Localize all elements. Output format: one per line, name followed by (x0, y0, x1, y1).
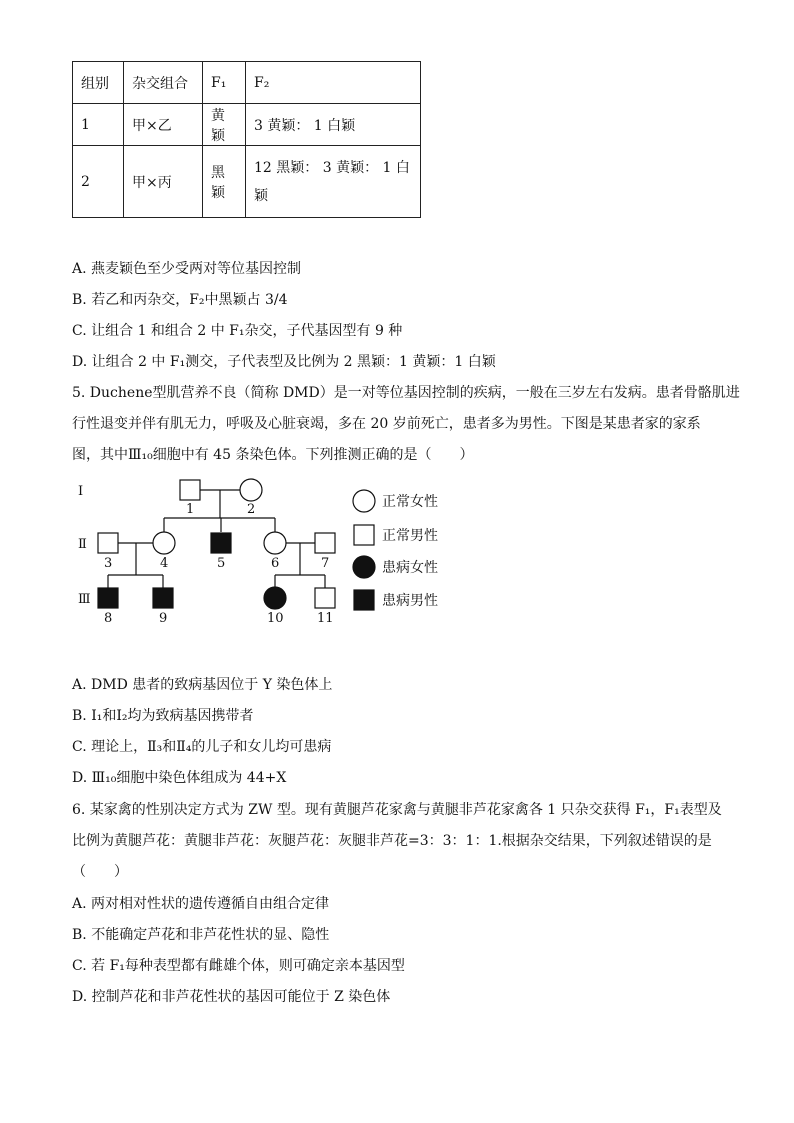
individual-II4 (153, 532, 175, 554)
individual-I1 (180, 480, 200, 500)
generation-label-III: Ⅲ (78, 592, 91, 607)
cell-cross: 甲×乙 (124, 104, 203, 146)
individual-number: 10 (267, 611, 284, 626)
individual-number: 8 (104, 611, 113, 626)
individual-III10 (264, 587, 286, 609)
q4-option-b: B. 若乙和丙杂交，F₂中黑颖占 3/4 (72, 292, 288, 308)
individual-III9 (153, 588, 173, 608)
legend-normal-female-icon (353, 490, 375, 512)
q6-stem-line3: （ ） (72, 864, 128, 880)
individual-number: 3 (104, 556, 113, 571)
cell-f2-line2: 颖 (254, 187, 268, 204)
cell-f2 (246, 146, 421, 218)
individual-I2 (240, 479, 262, 501)
cell-f1: 黄颖 (203, 104, 246, 146)
cell-f2: 3 黄颖： 1 白颖 (246, 104, 421, 146)
generation-label-I: Ⅰ (78, 484, 84, 499)
individual-number: 11 (317, 611, 334, 626)
cell-group: 2 (73, 146, 124, 218)
table-row (73, 146, 421, 218)
table-header-row (73, 62, 421, 104)
individual-III8 (98, 588, 118, 608)
individual-II7 (315, 533, 335, 553)
q5-stem-line1: 5. Duchene型肌营养不良（简称 DMD）是一对等位基因控制的疾病，一般在三岁左右发病。患者骨骼肌进 (72, 385, 740, 401)
legend-normal-female: 正常女性 (382, 494, 438, 510)
individual-II6 (264, 532, 286, 554)
q4-option-d: D. 让组合 2 中 F₁测交，子代表型及比例为 2 黑颖：1 黄颖：1 白颖 (72, 354, 496, 370)
cell-f2-line1: 12 黑颖： 3 黄颖： 1 白 (254, 159, 410, 176)
individual-number: 4 (160, 556, 169, 571)
legend-affected-male-icon (354, 590, 374, 610)
individual-number: 1 (186, 502, 195, 517)
q6-option-b: B. 不能确定芦花和非芦花性状的显、隐性 (72, 927, 330, 943)
cross-table (72, 61, 421, 218)
legend-affected-female: 患病女性 (382, 560, 438, 576)
q6-stem-line2: 比例为黄腿芦花：黄腿非芦花：灰腿芦花：灰腿非芦花=3：3：1：1.根据杂交结果，下列叙述错误的是 (72, 833, 712, 849)
q4-option-c: C. 让组合 1 和组合 2 中 F₁杂交，子代基因型有 9 种 (72, 323, 403, 339)
individual-number: 5 (217, 556, 226, 571)
q5-option-b: B. Ⅰ₁和Ⅰ₂均为致病基因携带者 (72, 708, 254, 724)
q5-option-d: D. Ⅲ₁₀细胞中染色体组成为 44+X (72, 770, 287, 786)
q6-option-d: D. 控制芦花和非芦花性状的基因可能位于 Z 染色体 (72, 989, 391, 1005)
legend-affected-female-icon (353, 556, 375, 578)
header-f2: F₂ (246, 62, 421, 104)
individual-II5 (211, 533, 231, 553)
pedigree-diagram (60, 470, 460, 630)
q6-option-a: A. 两对相对性状的遗传遵循自由组合定律 (72, 896, 330, 912)
q5-stem-line2: 行性退变并伴有肌无力，呼吸及心脏衰竭，多在 20 岁前死亡，患者多为男性。下图是某患者家的家系 (72, 416, 701, 432)
legend-normal-male-icon (354, 525, 374, 545)
individual-number: 7 (321, 556, 330, 571)
cell-cross: 甲×丙 (124, 146, 203, 218)
header-f1: F₁ (203, 62, 246, 104)
q6-stem-line1: 6. 某家禽的性别决定方式为 ZW 型。现有黄腿芦花家禽与黄腿非芦花家禽各 1 只杂交获得 F₁，F₁表型及 (72, 802, 722, 818)
q6-option-c: C. 若 F₁每种表型都有雌雄个体，则可确定亲本基因型 (72, 958, 405, 974)
individual-number: 2 (247, 502, 256, 517)
legend-affected-male: 患病男性 (382, 593, 438, 609)
individual-number: 9 (159, 611, 168, 626)
individual-III11 (315, 588, 335, 608)
q4-option-a: A. 燕麦颖色至少受两对等位基因控制 (72, 261, 302, 277)
q5-option-c: C. 理论上，Ⅱ₃和Ⅱ₄的儿子和女儿均可患病 (72, 739, 332, 755)
cell-f1: 黑颖 (203, 146, 246, 218)
header-group: 组别 (73, 62, 124, 104)
cell-group: 1 (73, 104, 124, 146)
table-row (73, 104, 421, 146)
generation-label-II: Ⅱ (78, 537, 87, 552)
q5-option-a: A. DMD 患者的致病基因位于 Y 染色体上 (72, 677, 333, 693)
individual-number: 6 (271, 556, 280, 571)
individual-II3 (98, 533, 118, 553)
header-cross: 杂交组合 (124, 62, 203, 104)
q5-stem-line3: 图，其中Ⅲ₁₀细胞中有 45 条染色体。下列推测正确的是（ ） (72, 447, 474, 463)
legend-normal-male: 正常男性 (382, 528, 438, 544)
